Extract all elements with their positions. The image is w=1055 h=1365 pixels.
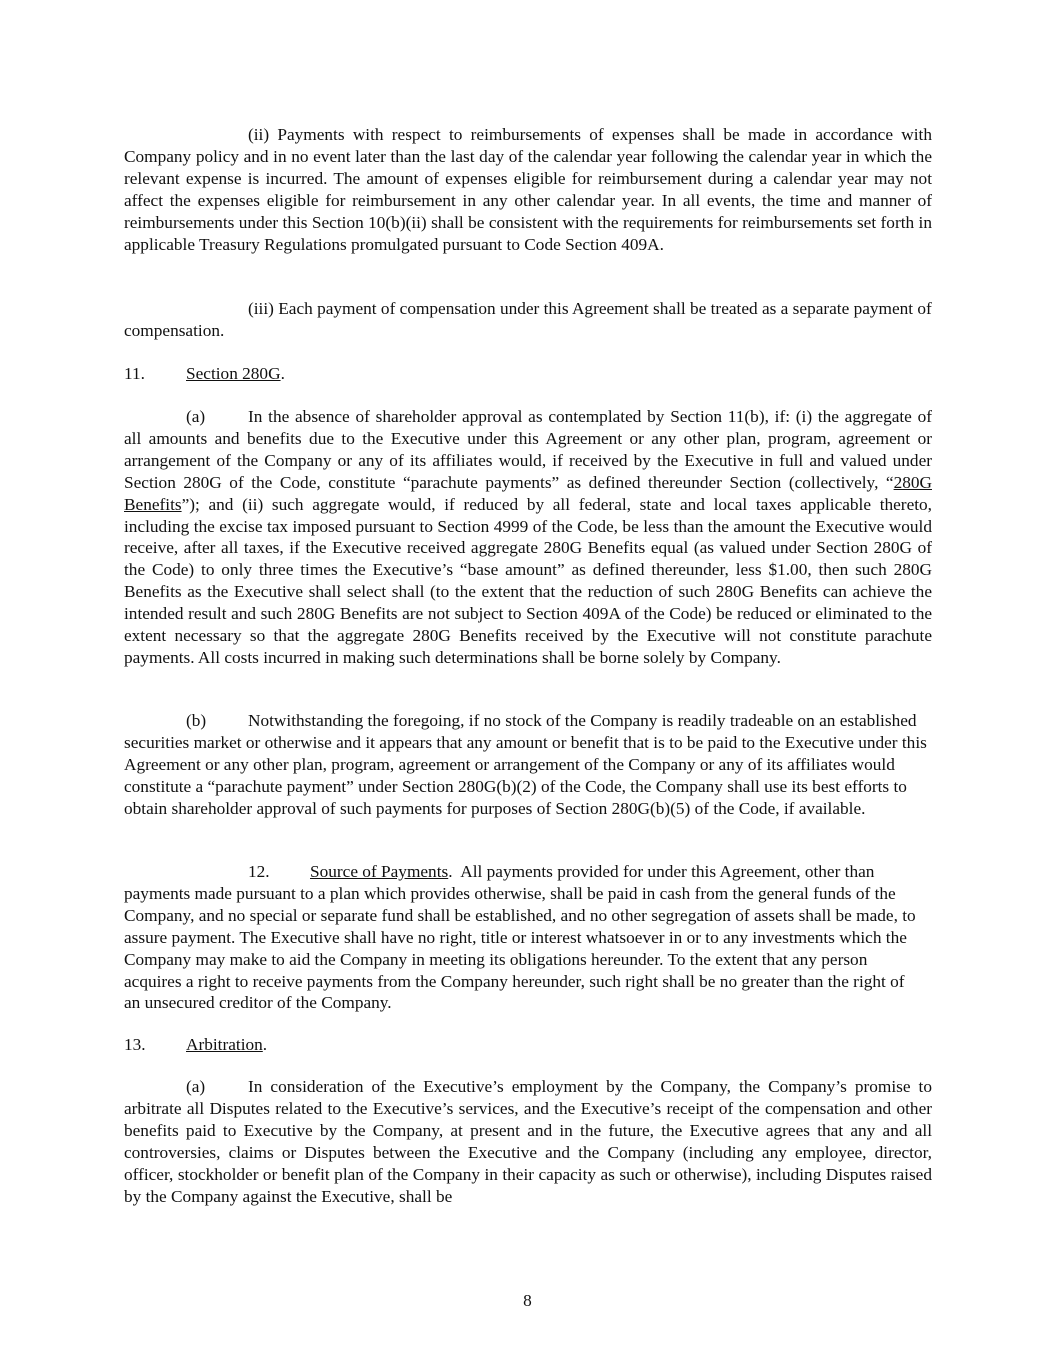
section-title: Section 280G bbox=[186, 364, 281, 383]
paragraph-text: All payments provided for under this Agreement, other than payments made pursuant to a plan which provides otherwise, shall be paid in cash from the general funds of the Company, and no special or separate fund shall be established, and no other segregation of assets shall be made, to assure payment. The Executive shall have no right, title or interest whatsoever in or to any investments which the Company may make to aid the Company in meeting its obligations hereunder. To the extent that any person acquires a right to receive payments from the Company hereunder, such right shall be no greater than the right of an unsecured creditor of the Company. bbox=[124, 862, 916, 1013]
section-number: 13. bbox=[124, 1035, 146, 1054]
paragraph-text: Payments with respect to reimbursements of expenses shall be made in accordance with Company policy and in no event later than the last day of the calendar year following the calendar year in which the relevant expense is incurred. The amount of expenses eligible for reimbursement during a calendar year may not affect the expenses eligible for reimbursement in any other calendar year. In all events, the time and manner of reimbursements under this Section 10(b)(ii) shall be consistent with the requirements for reimbursements set forth in applicable Treasury Regulations promulgated pursuant to Code Section 409A. bbox=[124, 125, 932, 254]
section-heading-11 bbox=[124, 363, 285, 385]
section-title: Source of Payments bbox=[310, 862, 449, 881]
section-title: Arbitration bbox=[186, 1035, 263, 1054]
item-label: (iii) bbox=[248, 299, 274, 318]
section-title-punct: . bbox=[262, 1035, 268, 1054]
item-label: (a) bbox=[186, 1077, 206, 1096]
page-number: 8 bbox=[523, 1291, 532, 1310]
paragraph-section-12 bbox=[124, 861, 924, 1014]
paragraph-text: In consideration of the Executive’s employment by the Company, the Company’s promise to arbitrate all Disputes related to the Executive’s services, and the Executive’s receipt of the compensation and other benefits paid to Executive by the Company, at present and in the future, the Executive agrees that any and all controversies, claims or Disputes between the Executive and the Company (including any employee, director, officer, stockholder or benefit plan of the Company in their capacity as such or otherwise), including Disputes raised by the Company against the Executive, shall be bbox=[124, 1077, 932, 1206]
section-title-punct: . bbox=[448, 862, 453, 881]
paragraph-10b-ii bbox=[124, 124, 932, 255]
section-number: 12. bbox=[248, 862, 270, 881]
paragraph-text: In the absence of shareholder approval as contemplated by Section 11(b), if: (i) the aggregate of all amounts and benefits due to the Executive under this Agreement or any other plan, program, agreement or arrangement of the Company or any of its affiliates would, if received by the Executive in full and valued under Section 280G of the Code, constitute “parachute payments” as defined thereunder Section (collectively, “ bbox=[124, 407, 932, 492]
paragraph-text-continued: ”); and (ii) such aggregate would, if reduced by all federal, state and local taxes applicable thereto, including the excise tax imposed pursuant to Section 4999 of the Code, be less than the amount the Executive would receive, after all taxes, if the Executive received aggregate 280G Benefits equal (as valued under Section 280G of the Code) to only three times the Executive’s “base amount” as defined thereunder, less $1.00, then such 280G Benefits as the Executive shall select shall (to the extent that the reduction of such 280G Benefits can achieve the intended result and such 280G Benefits are not subject to Section 409A of the Code) be reduced or eliminated to the extent necessary so that the aggregate 280G Benefits received by the Executive will not constitute parachute payments. All costs incurred in making such determinations shall be borne solely by Company. bbox=[124, 494, 932, 667]
defined-term-280g-benefits: 280G Benefits bbox=[124, 472, 932, 514]
paragraph-13a bbox=[124, 1076, 932, 1207]
item-label: (a) bbox=[186, 407, 206, 426]
paragraph-11a bbox=[124, 406, 932, 669]
paragraph-text: Each payment of compensation under this Agreement shall be treated as a separate payment of compensation. bbox=[124, 299, 932, 340]
item-label: (ii) bbox=[248, 125, 270, 144]
section-title-punct: . bbox=[280, 364, 285, 383]
section-number: 11. bbox=[124, 364, 145, 383]
section-heading-13 bbox=[124, 1034, 267, 1056]
item-label: (b) bbox=[186, 711, 207, 730]
paragraph-11b bbox=[124, 710, 932, 820]
paragraph-10b-iii bbox=[124, 298, 932, 342]
paragraph-text: Notwithstanding the foregoing, if no stock of the Company is readily tradeable on an established securities market or otherwise and it appears that any amount or benefit that is to be paid to the Executive under this Agreement or any other plan, program, agreement or arrangement of the Company or any of its affiliates would constitute a “parachute payment” under Section 280G(b)(2) of the Code, the Company shall use its best efforts to obtain shareholder approval of such payments for purposes of Section 280G(b)(5) of the Code, if available. bbox=[124, 711, 927, 818]
